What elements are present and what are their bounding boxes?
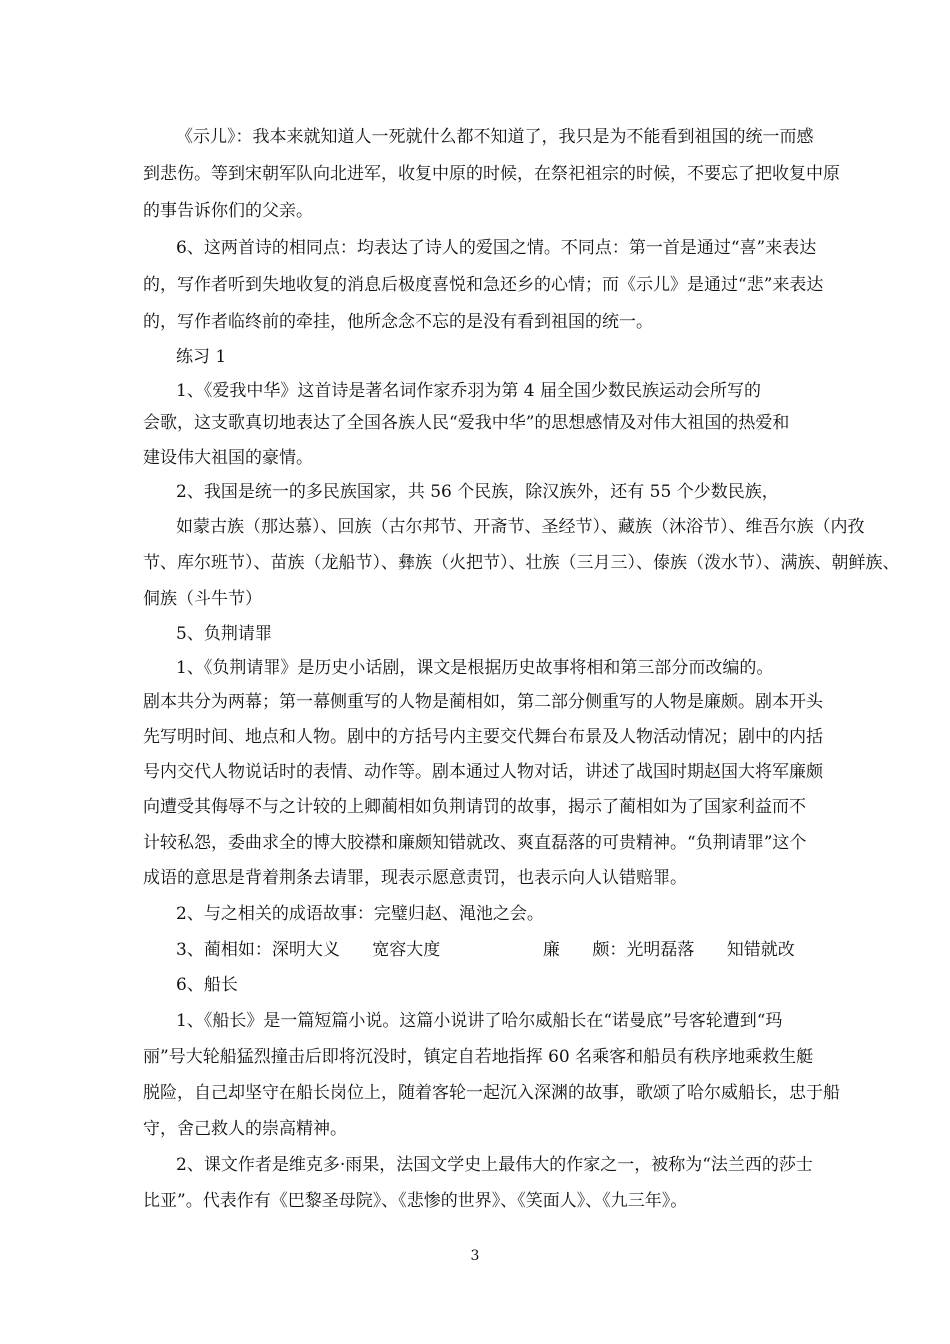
text-line: 成语的意思是背着荆条去请罪，现表示愿意责罚，也表示向人认错赔罪。 [143,868,687,888]
text-line: 的事告诉你们的父亲。 [143,201,313,221]
text-line: 号内交代人物说话时的表情、动作等。剧本通过人物对话，讲述了战国时期赵国大将军廉颇 [143,762,823,782]
text-line: 守，舍己救人的崇高精神。 [143,1119,347,1139]
text-line: 到悲伤。等到宋朝军队向北进军，收复中原的时候，在祭祀祖宗的时候，不要忘了把收复中原 [143,164,840,184]
text-line: 节、库尔班节）、苗族（龙船节）、彝族（火把节）、壮族（三月三）、傣族（泼水节）、满族、朝鲜族、 [143,553,900,573]
text-line: 的，写作者临终前的牵挂，他所念念不忘的是没有看到祖国的统一。 [143,312,653,332]
text-line: 3、蔺相如：深明大义 宽容大度 廉 颇：光明磊落 知错就改 [176,940,795,960]
text-line: 的，写作者听到失地收复的消息后极度喜悦和急还乡的心情；而《示儿》是通过“悲”来表达 [143,275,824,295]
section-heading: 5、负荆请罪 [176,624,272,644]
text-line: 先写明时间、地点和人物。剧中的方括号内主要交代舞台布景及人物活动情况；剧中的内括 [143,727,823,747]
section-heading: 6、船长 [176,975,238,995]
text-line: 1、《船长》是一篇短篇小说。这篇小说讲了哈尔威船长在“诺曼底”号客轮遭到“玛 [176,1011,783,1031]
text-line: 2、课文作者是维克多·雨果，法国文学史上最伟大的作家之一，被称为“法兰西的莎士 [176,1155,813,1175]
section-heading: 练习 1 [176,347,227,367]
text-line: 2、与之相关的成语故事：完璧归赵、渑池之会。 [176,904,544,924]
text-line: 如蒙古族（那达慕）、回族（古尔邦节、开斋节、圣经节）、藏族（沐浴节）、维吾尔族（内孜 [176,517,865,537]
text-line: 建设伟大祖国的豪情。 [143,448,313,468]
text-line: 脱险，自己却坚守在船长岗位上，随着客轮一起沉入深渊的故事，歌颂了哈尔威船长，忠于船 [143,1083,840,1103]
text-line: 《示儿》：我本来就知道人一死就什么都不知道了，我只是为不能看到祖国的统一而感 [176,127,814,147]
text-line: 1、《负荆请罪》是历史小话剧，课文是根据历史故事将相和第三部分而改编的。 [176,658,774,678]
text-line: 2、我国是统一的多民族国家，共 56 个民族，除汉族外，还有 55 个少数民族， [176,482,779,502]
text-line: 比亚”。代表作有《巴黎圣母院》、《悲惨的世界》、《笑面人》、《九三年》。 [143,1191,688,1211]
text-line: 剧本共分为两幕；第一幕侧重写的人物是蔺相如，第二部分侧重写的人物是廉颇。剧本开头 [143,692,823,712]
text-line: 会歌，这支歌真切地表达了全国各族人民“爱我中华”的思想感情及对伟大祖国的热爱和 [143,413,790,433]
page-number: 3 [470,1248,480,1264]
text-line: 计较私怨，委曲求全的博大胶襟和廉颇知错就改、爽直磊落的可贵精神。“负荆请罪”这个 [143,833,807,853]
text-line: 6、这两首诗的相同点：均表达了诗人的爱国之情。不同点：第一首是通过“喜”来表达 [176,238,817,258]
text-line: 向遭受其侮辱不与之计较的上卿蔺相如负荆请罚的故事，揭示了蔺相如为了国家利益而不 [143,797,806,817]
text-line: 1、《爱我中华》这首诗是著名词作家乔羽为第 4 届全国少数民族运动会所写的 [176,381,761,401]
text-line: 侗族（斗牛节） [143,589,262,609]
text-line: 丽”号大轮船猛烈撞击后即将沉没时，镇定自若地指挥 60 名乘客和船员有秩序地乘救生艇 [143,1047,814,1067]
